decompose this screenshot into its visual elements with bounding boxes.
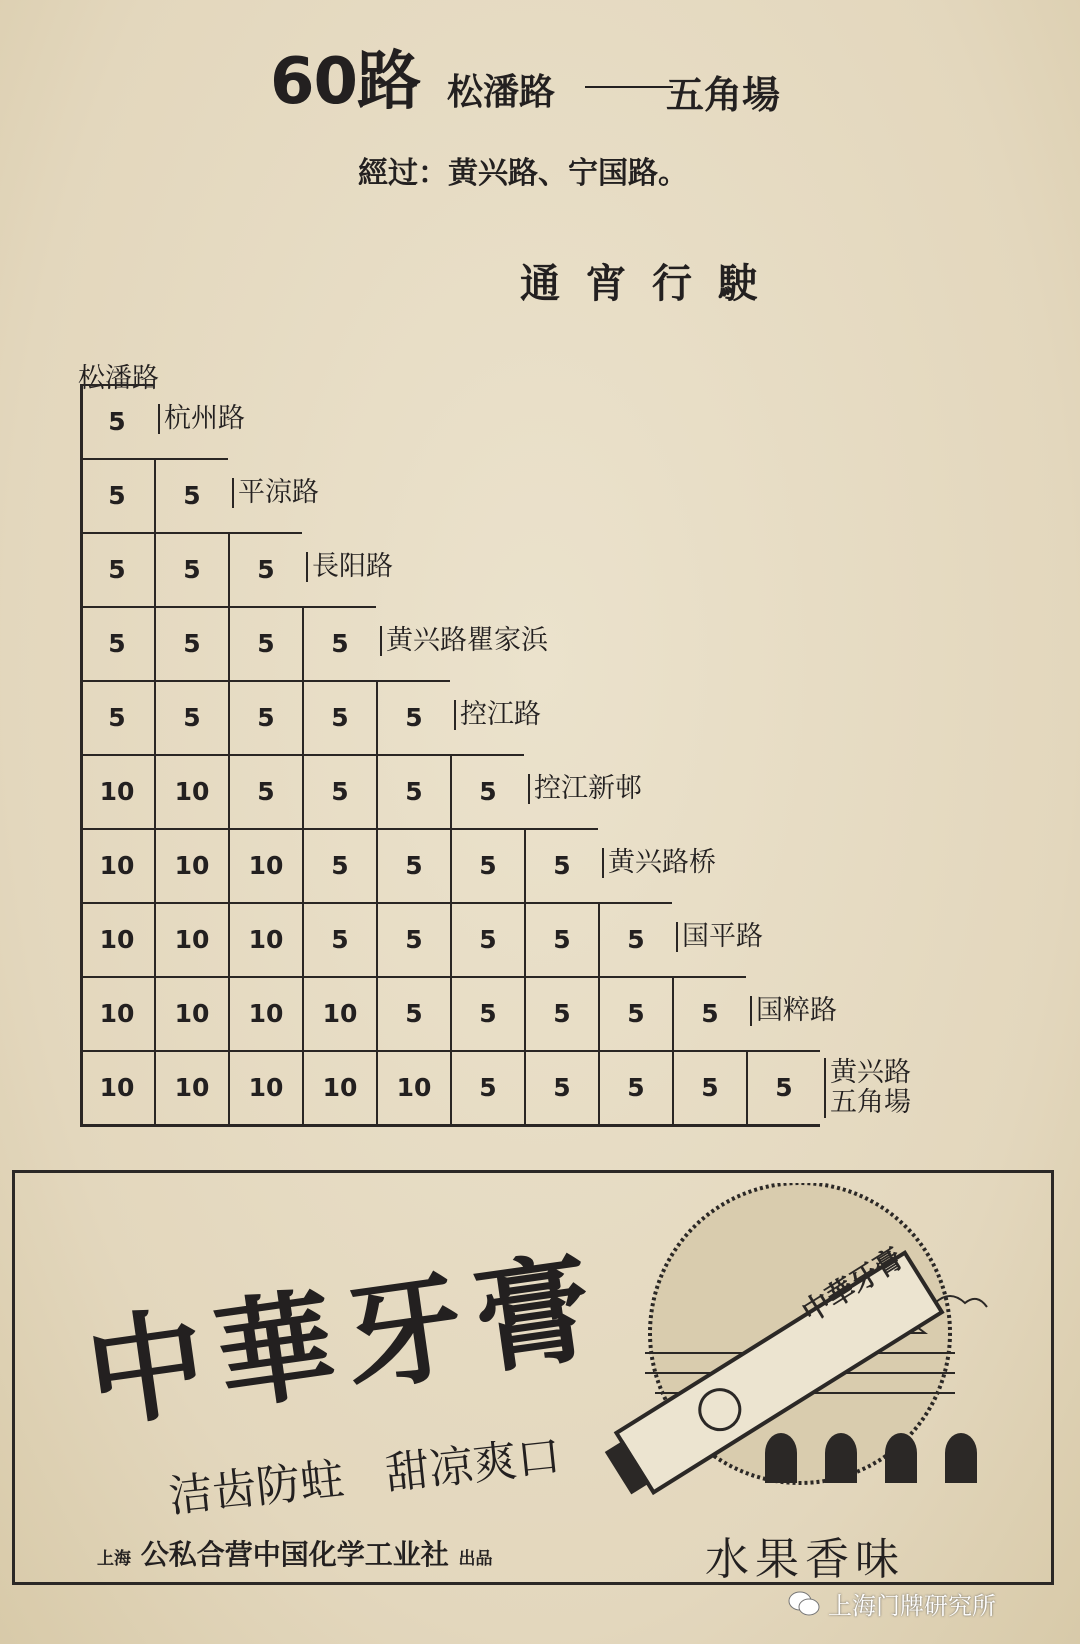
fare-cell: 10	[302, 976, 376, 1050]
fare-cell: 10	[154, 754, 228, 828]
fare-cell: 5	[228, 532, 302, 606]
fare-stop-label: 長阳路	[306, 552, 393, 582]
fare-cell: 5	[376, 902, 450, 976]
fare-cell: 10	[99, 850, 135, 880]
toothpaste-tube-illustration	[585, 1183, 1005, 1523]
fare-cell: 5	[302, 902, 376, 976]
fare-cell: 5	[154, 680, 228, 754]
route-origin: 松潘路	[447, 71, 556, 113]
fare-cell: 5	[228, 680, 302, 754]
fare-cell: 5	[524, 828, 598, 902]
fare-cell: 5	[746, 1050, 820, 1124]
fare-cell: 10	[99, 998, 135, 1028]
fare-table-bottom-border	[80, 1124, 820, 1127]
fare-cell: 5	[450, 754, 524, 828]
fare-stop-label: 黄兴路瞿家浜	[380, 626, 548, 656]
ad-maker-name: 公私合营中国化学工业社	[140, 1538, 449, 1571]
fare-cell: 10	[154, 1050, 228, 1124]
fare-cell: 5	[672, 1050, 746, 1124]
fare-stop-label: 平涼路	[232, 478, 319, 508]
fare-cell: 5	[108, 554, 126, 584]
toothpaste-advertisement	[12, 1170, 1054, 1585]
fare-cell: 5	[598, 902, 672, 976]
fare-cell: 10	[154, 902, 228, 976]
fare-cell: 5	[450, 1050, 524, 1124]
fare-stop-label: 杭州路	[158, 404, 245, 434]
fare-cell: 5	[108, 480, 126, 510]
fare-cell: 5	[450, 976, 524, 1050]
fare-cell: 5	[302, 606, 376, 680]
fare-cell: 10	[228, 1050, 302, 1124]
fare-cell: 5	[302, 680, 376, 754]
fare-cell: 5	[598, 1050, 672, 1124]
fare-stop-label: 黄兴路桥	[602, 848, 716, 878]
fare-cell: 5	[154, 606, 228, 680]
fare-stop-line: 五角場	[830, 1087, 911, 1118]
fare-cell: 5	[524, 976, 598, 1050]
fare-stop-line: 黄兴路	[830, 1057, 911, 1088]
fare-cell: 5	[376, 976, 450, 1050]
fare-cell: 5	[108, 406, 126, 436]
fare-cell: 5	[376, 828, 450, 902]
fare-cell: 10	[154, 828, 228, 902]
fare-cell: 10	[376, 1050, 450, 1124]
wechat-icon	[788, 1590, 820, 1618]
fare-cell: 5	[598, 976, 672, 1050]
fare-cell: 5	[154, 532, 228, 606]
fare-cell: 5	[672, 976, 746, 1050]
fare-cell: 5	[450, 828, 524, 902]
fare-cell: 10	[228, 976, 302, 1050]
ad-maker-suffix: 出品	[458, 1549, 493, 1569]
fare-cell: 5	[302, 754, 376, 828]
ad-slogan-1: 洁齿防蛀	[166, 1453, 347, 1523]
fare-stop-label: 国平路	[676, 922, 763, 952]
fare-cell: 10	[99, 776, 135, 806]
fare-cell: 10	[99, 924, 135, 954]
fare-cell: 5	[228, 606, 302, 680]
fare-cell: 5	[108, 628, 126, 658]
ad-slogan-2: 甜凉爽口	[382, 1430, 564, 1500]
ad-brand: 中華牙膏	[78, 1235, 613, 1446]
route-via: 經过：黄兴路、宁国路。	[358, 156, 688, 191]
ad-flavor: 水果香味	[705, 1534, 905, 1585]
fare-cell: 5	[524, 1050, 598, 1124]
fare-cell: 5	[376, 680, 450, 754]
service-note: 通宵行駛	[520, 260, 784, 307]
watermark: 上海门牌研究所	[828, 1592, 996, 1620]
fare-cell: 5	[376, 754, 450, 828]
route-number: 60路	[270, 45, 421, 119]
fare-cell: 5	[524, 902, 598, 976]
ad-maker	[97, 1533, 493, 1573]
fare-stop-label: 控江新邨	[528, 774, 642, 804]
fare-cell: 5	[108, 702, 126, 732]
fare-stop-label: 控江路	[454, 700, 541, 730]
fare-cell: 10	[99, 1072, 135, 1102]
fare-cell: 10	[228, 828, 302, 902]
fare-stop-label	[824, 1058, 911, 1118]
route-destination: 五角場	[666, 72, 781, 117]
ad-tube-label: 中華牙膏	[796, 1241, 909, 1329]
ad-slogan	[165, 1417, 591, 1525]
fare-cell: 5	[302, 828, 376, 902]
fare-cell: 10	[302, 1050, 376, 1124]
fare-cell: 10	[228, 902, 302, 976]
fare-cell: 5	[450, 902, 524, 976]
fare-cell: 5	[228, 754, 302, 828]
fare-table-origin: 松潘路	[78, 363, 159, 394]
fare-cell: 5	[154, 458, 228, 532]
fare-cell: 10	[154, 976, 228, 1050]
fare-stop-label: 国粹路	[750, 996, 837, 1026]
ad-maker-prefix: 上海	[97, 1549, 131, 1569]
